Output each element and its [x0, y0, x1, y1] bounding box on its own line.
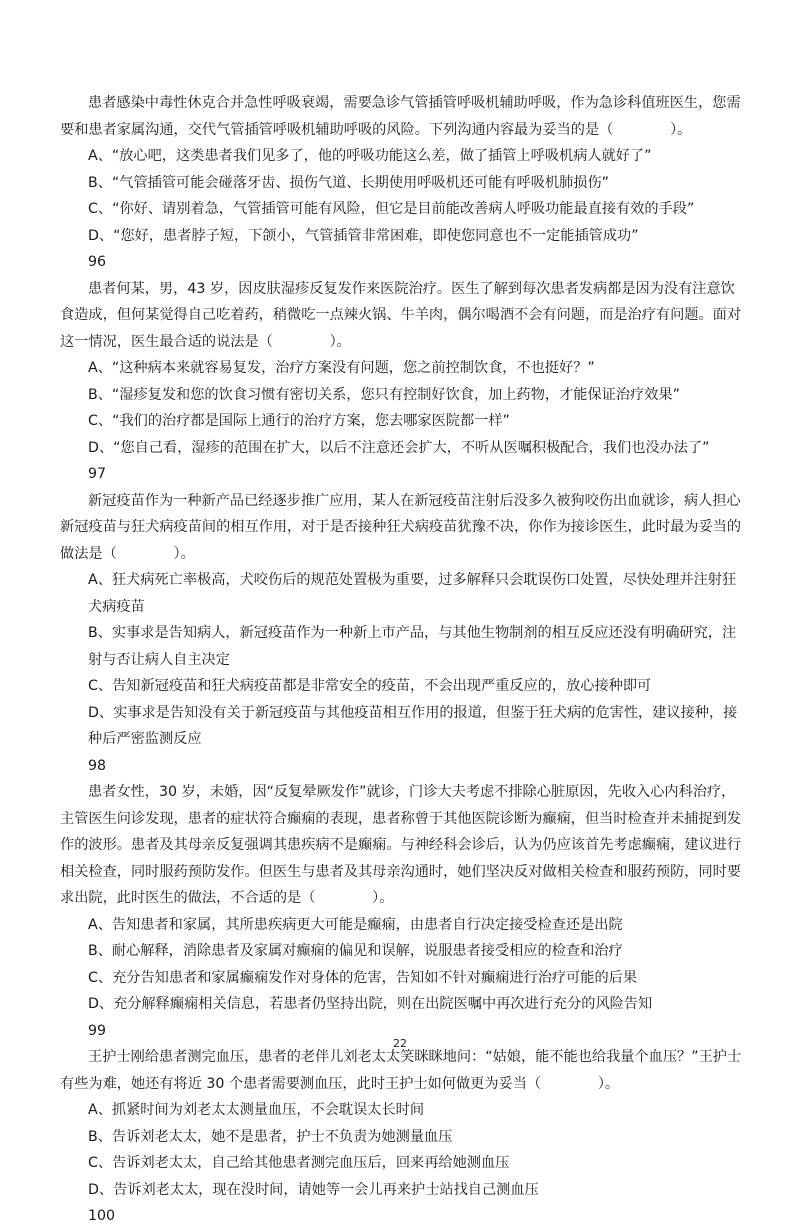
option-a: A、告知患者和家属，其所患疾病更大可能是癫痫，由患者自行决定接受检查还是出院	[88, 916, 623, 933]
option-c: C、“你好、请别着急，气管插管可能有风险，但它是目前能改善病人呼吸功能最直接有效的手段”	[88, 201, 695, 217]
option-d: D、“您好，患者脖子短，下颌小，气管插管非常困难，即使您同意也不一定能插管成功”	[88, 227, 639, 244]
option-c: C、告知新冠疫苗和狂犬病疫苗都是非常安全的疫苗，不会出现严重反应的，放心接种即可	[88, 678, 652, 694]
option-a: A、抓紧时间为刘老太太测量血压，不会耽误太长时间	[88, 1102, 425, 1118]
question-stem: 王护士刚给患者测完血压，患者的老伴儿刘老太太笑眯眯地问：“姑娘，能不能也给我量个血压？”王护士有些为难，她还有将近 30 个患者需要测血压，此时王护士如何做更为妥当（ ）。	[60, 1049, 742, 1092]
question-98	[60, 779, 746, 1044]
option-a: A、“放心吧，这类患者我们见多了，他的呼吸功能这么差，做了插管上呼吸机病人就好了”	[88, 148, 652, 164]
question-list	[60, 90, 746, 1230]
option-d: D、充分解释癫痫相关信息，若患者仍坚持出院，则在出院医嘱中再次进行充分的风险告知	[88, 996, 653, 1012]
option-a: A、狂犬病死亡率极高，犬咬伤后的规范处置极为重要，过多解释只会耽误伤口处置，尽快处理并注射狂犬病疫苗	[88, 572, 737, 615]
option-b: B、“气管插管可能会碰落牙齿、损伤气道、长期使用呼吸机还可能有呼吸机肺损伤”	[88, 174, 609, 191]
option-b: B、“湿疹复发和您的饮食习惯有密切关系，您只有控制好饮食，加上药物，才能保证治疗效果”	[88, 386, 680, 403]
option-c: C、“我们的治疗都是国际上通行的治疗方案，您去哪家医院都一样”	[88, 413, 510, 429]
question-99	[60, 1044, 746, 1230]
question-stem: 新冠疫苗作为一种新产品已经逐步推广应用，某人在新冠疫苗注射后没多久被狗咬伤出血就诊，病人担心新冠疫苗与狂犬病疫苗间的相互作用，对于是否接种狂犬病疫苗犹豫不决，你作为接诊医生，此时最为妥当的做法是（ ）。	[60, 492, 742, 562]
page-number: 22	[393, 1037, 407, 1050]
option-d: D、实事求是告知没有关于新冠疫苗与其他疫苗相互作用的报道，但鉴于狂犬病的危害性，建议接种，接种后严密监测反应	[88, 704, 738, 747]
question-number: 96	[88, 254, 107, 270]
option-a: A、“这种病本来就容易复发，治疗方案没有问题，您之前控制饮食，不也挺好？”	[88, 360, 595, 376]
option-d: D、告诉刘老太太，现在没时间，请她等一会儿再来护士站找自己测血压	[88, 1181, 539, 1198]
option-b: B、告诉刘老太太，她不是患者，护士不负责为她测量血压	[88, 1128, 453, 1145]
option-d: D、“您自己看，湿疹的范围在扩大，以后不注意还会扩大，不听从医嘱积极配合，我们也没办法了”	[88, 439, 710, 456]
question-stem: 患者感染中毒性休克合并急性呼吸衰竭，需要急诊气管插管呼吸机辅助呼吸，作为急诊科值班医生，您需要和患者家属沟通，交代气管插管呼吸机辅助呼吸的风险。下列沟通内容最为妥当的是（ ）。	[60, 95, 741, 138]
question-95	[60, 90, 746, 276]
option-c: C、告诉刘老太太，自己给其他患者测完血压后，回来再给她测血压	[88, 1155, 510, 1171]
question-number: 100	[88, 1208, 116, 1224]
question-number: 99	[88, 1022, 107, 1039]
question-stem: 患者女性，30 岁，未婚，因“反复晕厥发作”就诊，门诊大夫考虑不排除心脏原因，先收入心内科治疗，主管医生问诊发现，患者的症状符合癫痫的表现，患者称曾于其他医院诊断为癫痫，但当时检查并未捕捉到发作的波形。患者及其母亲反复强调其患疾病不是癫痫。与神经科会诊后，认为仍应该首先考虑癫痫，建议进行相关检查，同时服药预防发作。但医生与患者及其母亲沟通时，她们坚决反对做相关检查和服药预防，同时要求出院，此时医生的做法，不合适的是（ ）。	[60, 784, 742, 906]
question-96	[60, 276, 746, 488]
option-c: C、充分告知患者和家属癫痫发作对身体的危害，告知如不针对癫痫进行治疗可能的后果	[88, 969, 638, 986]
option-b: B、实事求是告知病人，新冠疫苗作为一种新上市产品，与其他生物制剂的相互反应还没有明确研究，注射与否让病人自主决定	[88, 625, 737, 668]
question-number: 97	[88, 466, 107, 482]
question-number: 98	[88, 757, 107, 774]
option-b: B、耐心解释，消除患者及家属对癫痫的偏见和误解，说服患者接受相应的检查和治疗	[88, 943, 623, 959]
question-stem: 患者何某，男，43 岁，因皮肤湿疹反复发作来医院治疗。医生了解到每次患者发病都是因为没有注意饮食造成，但何某觉得自己吃着药，稍微吃一点辣火锅、牛羊肉，偶尔喝酒不会有问题，而是治疗有问题。面对这一情况，医生最合适的说法是（ ）。	[60, 280, 742, 350]
question-97	[60, 488, 746, 780]
